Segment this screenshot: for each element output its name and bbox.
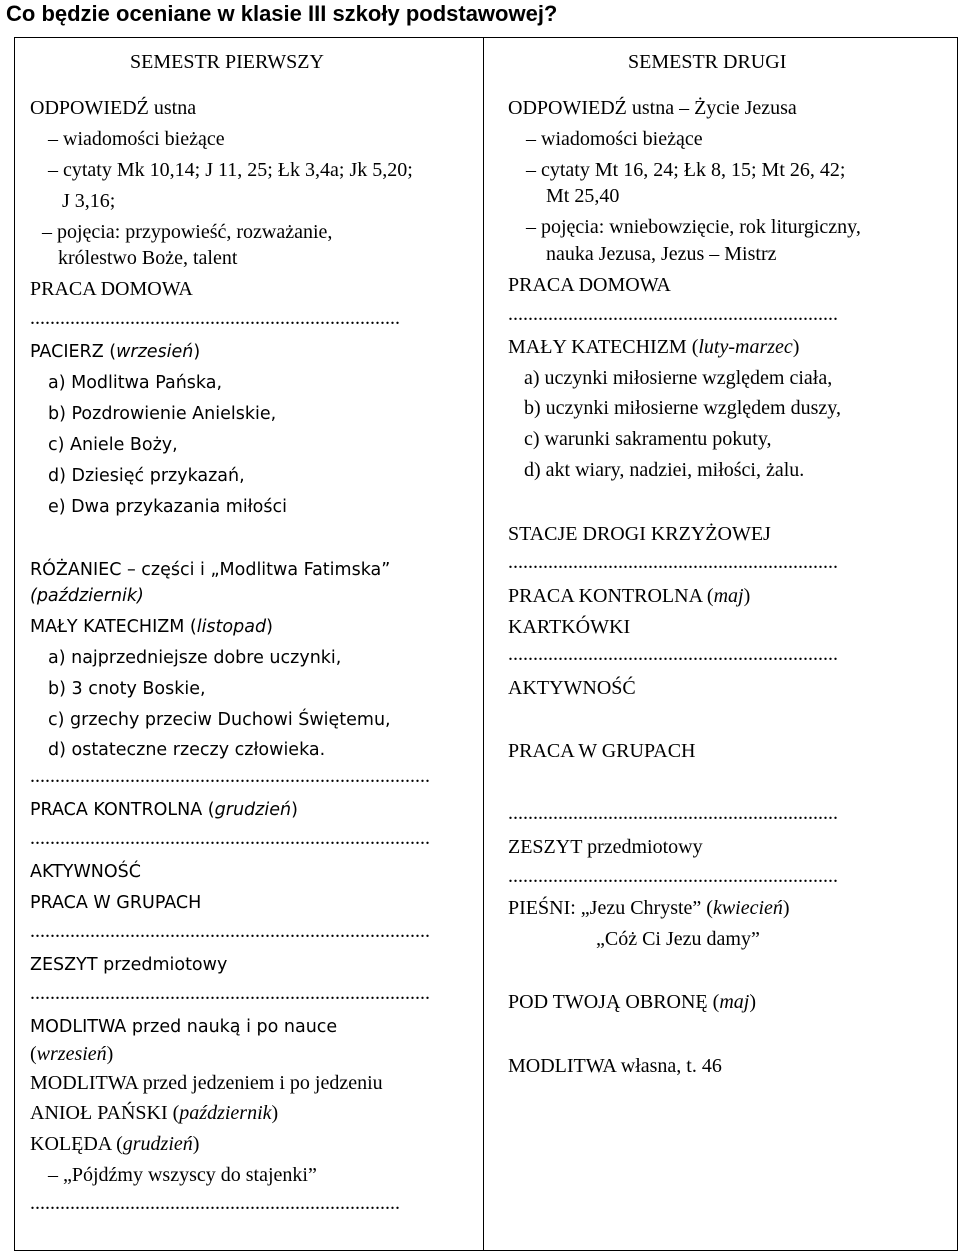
line-text: Mt 25,40 <box>546 185 620 207</box>
first-semester-header: SEMESTR PIERWSZY <box>130 51 324 73</box>
line-text: .......................................................................... <box>30 307 400 329</box>
line-text: ZESZYT przedmiotowy <box>30 955 228 975</box>
line-suffix-text: ) <box>743 585 751 607</box>
line-text: MODLITWA własna, t. 46 <box>508 1055 722 1077</box>
left-line <box>30 891 201 915</box>
right-line <box>526 158 845 182</box>
line-text: PACIERZ ( <box>30 342 117 362</box>
right-line <box>524 427 772 451</box>
line-text: .................................................................. <box>508 303 838 325</box>
left-line <box>48 127 225 151</box>
left-line <box>48 708 391 732</box>
line-text: MAŁY KATECHIZM ( <box>30 617 197 637</box>
left-line <box>30 584 144 608</box>
left-line <box>48 433 178 457</box>
left-line <box>62 189 115 213</box>
left-line <box>30 826 430 850</box>
line-text: AKTYWNOŚĆ <box>30 862 141 882</box>
line-suffix-text: ) <box>782 897 790 919</box>
right-line <box>508 273 671 297</box>
left-line <box>48 738 325 762</box>
left-line <box>30 798 298 822</box>
line-text: ODPOWIEDŹ ustna – Życie Jezusa <box>508 97 797 119</box>
line-text: – pojęcia: przypowieść, rozważanie, <box>42 221 333 243</box>
line-suffix-text: ) <box>193 342 201 362</box>
right-line <box>508 801 838 825</box>
right-line <box>546 242 777 266</box>
line-italic-text: (październik) <box>30 586 144 606</box>
right-line <box>508 864 838 888</box>
right-line <box>508 550 838 574</box>
left-line <box>30 764 430 788</box>
line-text: – pojęcia: wniebowzięcie, rok liturgiczny, <box>526 216 861 238</box>
line-italic-text: listopad <box>196 617 267 637</box>
line-italic-text: październik <box>179 1102 272 1124</box>
left-line <box>30 558 390 582</box>
line-text: MODLITWA przed jedzeniem i po jedzeniu <box>30 1072 383 1094</box>
left-line <box>30 340 200 364</box>
line-text: a) najprzedniejsze dobre uczynki, <box>48 648 342 668</box>
line-text: a) Modlitwa Pańska, <box>48 373 223 393</box>
line-text: ................................................................................ <box>30 827 430 849</box>
right-line <box>508 335 799 359</box>
line-text: KOLĘDA ( <box>30 1133 123 1155</box>
line-text: MODLITWA przed nauką i po nauce <box>30 1017 338 1037</box>
line-text: MAŁY KATECHIZM ( <box>508 336 699 358</box>
left-line <box>48 646 341 670</box>
line-suffix-text: ) <box>266 617 273 637</box>
line-italic-text: wrzesień <box>116 342 194 362</box>
left-line <box>30 919 430 943</box>
left-line <box>30 1191 400 1215</box>
line-italic-text: kwiecień <box>712 897 783 919</box>
line-text: – wiadomości bieżące <box>48 128 225 150</box>
line-suffix-text: ) <box>749 991 756 1013</box>
left-line <box>30 1015 337 1039</box>
right-line <box>508 676 636 700</box>
left-line <box>30 981 430 1005</box>
line-text: „Cóż Ci Jezu damy” <box>596 928 760 950</box>
left-line <box>48 677 206 701</box>
right-line <box>508 522 771 546</box>
right-line <box>508 1054 722 1078</box>
line-text: d) akt wiary, nadziei, miłości, żalu. <box>524 459 805 481</box>
line-text: c) warunki sakramentu pokuty, <box>524 428 772 450</box>
line-text: królestwo Boże, talent <box>58 247 238 269</box>
right-line <box>524 458 804 482</box>
right-line <box>526 127 703 151</box>
line-text: d) Dziesięć przykazań, <box>48 466 245 486</box>
right-line <box>524 396 841 420</box>
right-line <box>508 96 797 120</box>
left-line <box>30 860 141 884</box>
line-italic-text: grudzień <box>214 800 292 820</box>
line-text: PRACA KONTROLNA ( <box>30 800 215 820</box>
line-text: POD TWOJĄ OBRONĘ ( <box>508 991 720 1013</box>
line-suffix-text: ) <box>192 1133 200 1155</box>
line-suffix-text: ) <box>271 1102 279 1124</box>
line-text: KARTKÓWKI <box>508 616 631 638</box>
left-line <box>58 246 237 270</box>
right-line <box>526 215 861 239</box>
left-line <box>30 306 400 330</box>
right-line <box>508 642 838 666</box>
left-line <box>30 277 193 301</box>
right-line <box>508 990 756 1014</box>
right-line <box>508 896 790 920</box>
left-line <box>30 615 273 639</box>
right-line <box>546 184 619 208</box>
left-line <box>42 220 332 244</box>
line-italic-text: grudzień <box>122 1133 193 1155</box>
line-text: ANIOŁ PAŃSKI ( <box>30 1102 180 1124</box>
line-text: a) uczynki miłosierne względem ciała, <box>524 367 833 389</box>
line-text: STACJE DROGI KRZYŻOWEJ <box>508 523 771 545</box>
left-line <box>48 371 222 395</box>
line-text: b) 3 cnoty Boskie, <box>48 679 206 699</box>
line-text: d) ostateczne rzeczy człowieka. <box>48 740 326 760</box>
line-text: .................................................................. <box>508 643 838 665</box>
line-italic-text: luty-marzec <box>698 336 793 358</box>
line-text: RÓŻANIEC – części i „Modlitwa Fatimska” <box>30 560 391 580</box>
line-text: – wiadomości bieżące <box>526 128 703 150</box>
left-line <box>48 158 413 182</box>
left-line <box>30 96 196 120</box>
line-text: PIEŚNI: „Jezu Chryste” ( <box>508 897 713 919</box>
line-text: .................................................................. <box>508 865 838 887</box>
left-line <box>30 1042 113 1066</box>
line-italic-text: wrzesień <box>36 1043 107 1065</box>
line-text: PRACA KONTROLNA ( <box>508 585 714 607</box>
line-text: J 3,16; <box>62 190 116 212</box>
line-suffix-text: ) <box>106 1043 114 1065</box>
right-line <box>524 366 832 390</box>
line-text: – cytaty Mt 16, 24; Łk 8, 15; Mt 26, 42; <box>526 159 846 181</box>
right-line <box>508 584 750 608</box>
line-text: c) Aniele Boży, <box>48 435 178 455</box>
line-text: ................................................................................ <box>30 920 430 942</box>
line-suffix-text: ) <box>792 336 800 358</box>
line-text: ZESZYT przedmiotowy <box>508 836 703 858</box>
left-line <box>48 464 245 488</box>
second-semester-header: SEMESTR DRUGI <box>628 51 787 73</box>
line-text: ODPOWIEDŹ ustna <box>30 97 197 119</box>
line-text: b) uczynki miłosierne względem duszy, <box>524 397 841 419</box>
line-text: ................................................................................ <box>30 765 430 787</box>
left-line <box>30 1071 383 1095</box>
line-italic-text: maj <box>719 991 750 1013</box>
line-text: – „Pójdźmy wszyscy do stajenki” <box>48 1164 317 1186</box>
line-text: .......................................................................... <box>30 1192 400 1214</box>
line-text: PRACA DOMOWA <box>30 278 193 300</box>
line-text: PRACA DOMOWA <box>508 274 671 296</box>
line-text: PRACA W GRUPACH <box>508 740 696 762</box>
left-line <box>48 495 287 519</box>
right-line <box>508 739 695 763</box>
line-text: – cytaty Mk 10,14; J 11, 25; Łk 3,4a; Jk 5,20; <box>48 159 413 181</box>
line-text: AKTYWNOŚĆ <box>508 677 636 699</box>
right-line <box>508 835 703 859</box>
left-line <box>30 1101 278 1125</box>
left-line <box>30 1132 199 1156</box>
line-italic-text: maj <box>713 585 744 607</box>
right-line <box>508 615 630 639</box>
left-line <box>30 953 227 977</box>
line-text: PRACA W GRUPACH <box>30 893 202 913</box>
left-line <box>48 402 276 426</box>
line-text: b) Pozdrowienie Anielskie, <box>48 404 277 424</box>
column-divider <box>483 37 484 1251</box>
right-line <box>596 927 760 951</box>
page-title: Co będzie oceniane w klasie III szkoły podstawowej? <box>6 1 558 26</box>
line-text: ................................................................................ <box>30 982 430 1004</box>
left-line <box>48 1163 317 1187</box>
line-suffix-text: ) <box>291 800 298 820</box>
line-text: ( <box>30 1043 37 1065</box>
line-text: nauka Jezusa, Jezus – Mistrz <box>546 243 777 265</box>
line-text: .................................................................. <box>508 802 838 824</box>
line-text: c) grzechy przeciw Duchowi Świętemu, <box>48 710 391 730</box>
line-text: e) Dwa przykazania miłości <box>48 497 287 517</box>
right-line <box>508 302 838 326</box>
line-text: .................................................................. <box>508 551 838 573</box>
